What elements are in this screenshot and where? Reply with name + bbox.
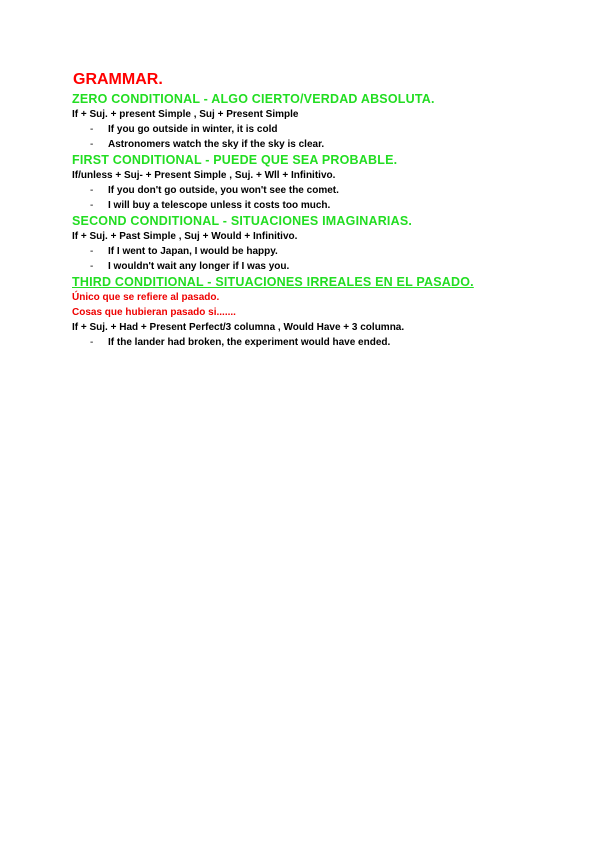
dash-bullet: -: [90, 185, 94, 196]
example-list: [72, 122, 532, 152]
formula: If/unless + Suj- + Present Simple , Suj. + Wll + Infinitivo.: [72, 170, 336, 181]
section-heading: ZERO CONDITIONAL - ALGO CIERTO/VERDAD ABSOLUTA.: [72, 92, 435, 106]
section-heading: SECOND CONDITIONAL - SITUACIONES IMAGINARIAS.: [72, 214, 413, 228]
example-text: If you don't go outside, you won't see the comet.: [108, 185, 339, 196]
formula: If + Suj. + Had + Present Perfect/3 columna , Would Have + 3 columna.: [72, 322, 405, 333]
list-item: [72, 335, 532, 350]
list-item: [72, 198, 532, 213]
section-zero-conditional: [72, 91, 532, 152]
formula: If + Suj. + present Simple , Suj + Present Simple: [72, 109, 299, 120]
note-text: Cosas que hubieran pasado si.......: [72, 307, 236, 318]
dash-bullet: -: [90, 124, 94, 135]
example-text: If I went to Japan, I would be happy.: [108, 246, 278, 257]
section-third-conditional: [72, 274, 532, 350]
example-text: I will buy a telescope unless it costs too much.: [108, 200, 331, 211]
list-item: [72, 259, 532, 274]
note-text: Único que se refiere al pasado.: [72, 292, 220, 303]
section-heading: FIRST CONDITIONAL - PUEDE QUE SEA PROBABLE.: [72, 153, 398, 167]
section-first-conditional: [72, 152, 532, 213]
dash-bullet: -: [90, 337, 94, 348]
dash-bullet: -: [90, 246, 94, 257]
example-text: If the lander had broken, the experiment would have ended.: [108, 337, 391, 348]
list-item: [72, 122, 532, 137]
example-text: I wouldn't wait any longer if I was you.: [108, 261, 290, 272]
example-list: [72, 183, 532, 213]
formula: If + Suj. + Past Simple , Suj + Would + Infinitivo.: [72, 231, 298, 242]
section-heading: THIRD CONDITIONAL - SITUACIONES IRREALES EN EL PASADO.: [72, 275, 474, 289]
list-item: [72, 137, 532, 152]
example-list: [72, 335, 532, 350]
document-title: GRAMMAR.: [73, 71, 163, 88]
dash-bullet: -: [90, 200, 94, 211]
document-content: [72, 70, 532, 350]
section-second-conditional: [72, 213, 532, 274]
example-list: [72, 244, 532, 274]
example-text: Astronomers watch the sky if the sky is clear.: [108, 139, 325, 150]
dash-bullet: -: [90, 261, 94, 272]
example-text: If you go outside in winter, it is cold: [108, 124, 278, 135]
list-item: [72, 244, 532, 259]
list-item: [72, 183, 532, 198]
dash-bullet: -: [90, 139, 94, 150]
